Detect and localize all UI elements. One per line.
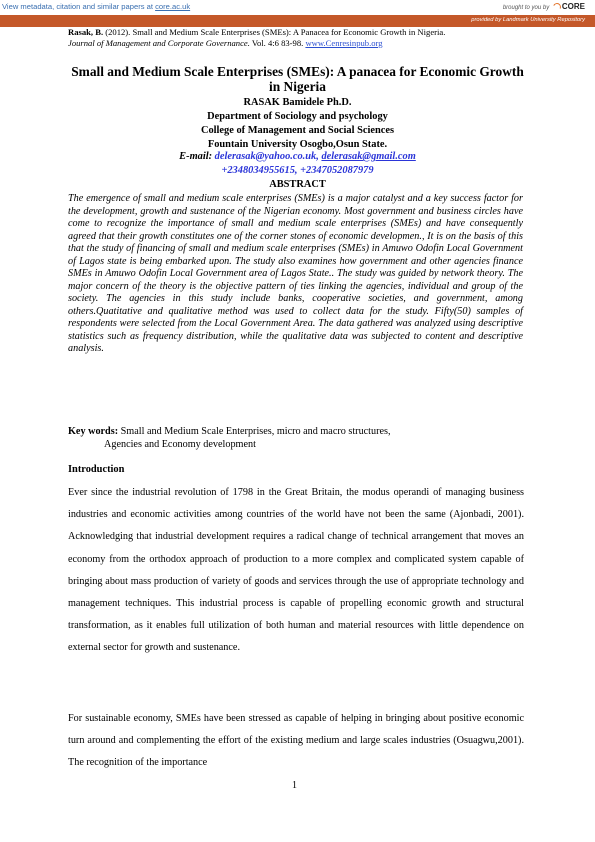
core-arc-icon [552, 2, 562, 12]
citation [68, 27, 538, 49]
core-brought-by[interactable] [503, 2, 585, 11]
core-metadata-text: View metadata, citation and similar papers at [2, 2, 156, 11]
provided-by-bar [0, 15, 595, 27]
citation-title: (2012). Small and Medium Scale Enterprises (SMEs): A Panacea for Economic Growth in Nigeria. [103, 27, 446, 37]
paper-title: Small and Medium Scale Enterprises (SMEs): A panacea for Economic Growth in Nigeria [71, 64, 524, 94]
page-number: 1 [292, 780, 297, 791]
provided-by-text[interactable]: provided by Landmark University Repository [471, 17, 585, 23]
abstract-text: The emergence of small and medium scale enterprises (SMEs) is a major catalyst and a key success factor for the development, growth and sustenance of the Nigerian economy. Most government and business circles have come to recognize the importance of small and medium scale enterprises (SMEs) and have consequently agreed that their growth constitutes one of the corner stones of economic developmen., It is on the basis of this that the study of financing of small and medium scale enterprises (SMEs) in Amuwo Odofin Local Government of Lagos state is being embarked upon. The study also examines how government and other agencies finance SMEs in Amuwo Odofin Local Government area of Lagos State.. The study was guided by network theory. The major concern of the theory is the objective pattern of ties linking the agencies, individual and group of the society. The agencies in this study include banks, cooperative societies, and government, among others.Quatitative and qualitative method was used to collect data for the study. Fifty(50) samples of respondents were selected from the Local Government Area. The data gathered was analyzed using descriptive statistics such as frequency distribution, while the qualitative data was subjected to content and descriptive analysis. [68, 193, 523, 354]
email-line [0, 151, 595, 162]
college: College of Management and Social Sciences [200, 125, 395, 136]
email-link-1[interactable]: delerasak@yahoo.co.uk [214, 151, 317, 162]
core-banner [0, 0, 595, 14]
core-ac-uk-link[interactable]: core.ac.uk [155, 2, 191, 11]
citation-link[interactable]: www.Cenresinpub.org [305, 38, 383, 48]
core-logo [553, 2, 585, 11]
university: Fountain University Osogbo,Osun State. [207, 139, 388, 150]
citation-journal: Journal of Management and Corporate Governance. [68, 38, 250, 48]
abstract-heading: ABSTRACT [269, 179, 326, 190]
email-label: E-mail: [179, 151, 215, 162]
phone-numbers: +2348034955615, +2347052087979 [221, 165, 374, 176]
email-separator: , [316, 151, 322, 162]
keywords-label: Key words: [68, 426, 121, 437]
intro-paragraph-2: For sustainable economy, SMEs have been stressed as capable of helping in bringing about positive economic turn around and complementing the effort of the existing medium and large scales industries (Osuagwu,2001). The recognition of the importance [68, 713, 524, 769]
core-metadata-link[interactable] [2, 2, 190, 11]
intro-paragraph-1: Ever since the industrial revolution of 1798 in the Great Britain, the modus operandi of managing business industries and economic activities among countries of the world have not been the same (Ajonbadi, 2001). Acknowledging that industrial development requires a radical change of technical arrangement that moves an economy from the orthodox approach of production to a more complex and complicated system capable of bringing about mass production of variety of goods and services through the use of appropriate technology and management techniques. This industrial process is capable of propelling economic growth and structural transformation, as it enables full utilization of both human and material resources with little dependence on external sector for growth and sustenance. [68, 487, 524, 654]
core-logo-text: CORE [561, 2, 585, 11]
author-name: RASAK Bamidele Ph.D. [243, 97, 352, 108]
email-link-2[interactable]: delerasak@gmail.com [321, 151, 416, 162]
keywords [68, 425, 508, 451]
brought-by-text: brought to you by [502, 5, 550, 11]
keywords-line-2: Agencies and Economy development [104, 439, 256, 450]
citation-volume: Vol. 4:6 83-98. [249, 38, 306, 48]
keywords-line-1: Small and Medium Scale Enterprises, micro and macro structures, [120, 426, 391, 437]
department: Department of Sociology and psychology [207, 111, 388, 122]
introduction-heading: Introduction [68, 464, 125, 475]
citation-author: Rasak, B. [68, 27, 104, 37]
